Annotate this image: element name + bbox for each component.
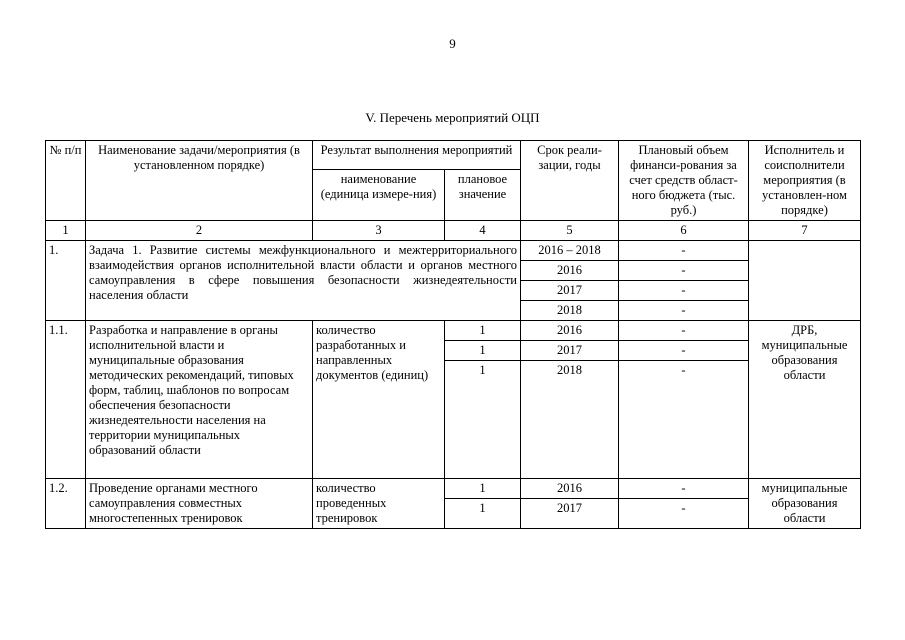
task-num: 1.: [46, 241, 86, 321]
item-year: 2016: [521, 479, 619, 499]
task-year: 2016: [521, 261, 619, 281]
item-num: 1.2.: [46, 479, 86, 529]
header-period: Срок реали-зации, годы: [521, 141, 619, 221]
column-number: 7: [749, 221, 861, 241]
item-executor: ДРБ, муниципальные образования области: [749, 321, 861, 479]
task-executor: [749, 241, 861, 321]
item-finance: -: [619, 479, 749, 499]
section-title: V. Перечень мероприятий ОЦП: [365, 110, 540, 125]
task-finance: -: [619, 281, 749, 301]
item-num: 1.1.: [46, 321, 86, 479]
item-result-name: количество проведенных тренировок: [313, 479, 445, 529]
header-num: № п/п: [46, 141, 86, 221]
item-year: 2016: [521, 321, 619, 341]
column-number: 6: [619, 221, 749, 241]
header-result-plan: плановое значение: [445, 170, 521, 221]
task-year: 2018: [521, 301, 619, 321]
activities-table: [45, 140, 861, 529]
item-finance: -: [619, 321, 749, 341]
item-result-name: количество разработанных и направленных документов (единиц): [313, 321, 445, 479]
header-result: Результат выполнения мероприятий: [313, 141, 521, 170]
header-finance: Плановый объем финанси-рования за счет средств област-ного бюджета (тыс. руб.): [619, 141, 749, 221]
item-year: 2017: [521, 499, 619, 529]
item-plan: 1: [445, 499, 521, 529]
header-result-name: наименование (единица измере-ния): [313, 170, 445, 221]
column-number: 2: [86, 221, 313, 241]
task-row: [46, 241, 861, 261]
item-row: [46, 479, 861, 499]
item-executor: муниципальные образования области: [749, 479, 861, 529]
item-plan: 1: [445, 321, 521, 341]
item-plan: 1: [445, 479, 521, 499]
column-number: 4: [445, 221, 521, 241]
item-row: [46, 321, 861, 341]
column-number: 5: [521, 221, 619, 241]
task-finance: -: [619, 241, 749, 261]
header-name: Наименование задачи/мероприятия (в установленном порядке): [86, 141, 313, 221]
task-year: 2017: [521, 281, 619, 301]
item-plan: 1: [445, 341, 521, 361]
item-year: 2018: [521, 361, 619, 479]
header-row: [46, 141, 861, 170]
task-year: 2016 – 2018: [521, 241, 619, 261]
item-name: Проведение органами местного самоуправления совместных многостепенных тренировок: [86, 479, 313, 529]
item-plan: 1: [445, 361, 521, 479]
task-finance: -: [619, 301, 749, 321]
item-finance: -: [619, 361, 749, 479]
item-name: Разработка и направление в органы исполнительной власти и муниципальные образования методических рекомендаций, типовых форм, таблиц, шаблонов по вопросам обеспечения безопасности жизнедеятельности населения на территории муниципальных образований области: [86, 321, 313, 479]
item-finance: -: [619, 341, 749, 361]
page-number: 9: [449, 36, 456, 51]
column-number: 3: [313, 221, 445, 241]
task-finance: -: [619, 261, 749, 281]
task-text: Задача 1. Развитие системы межфункционального и межтерриториального взаимодействия органов исполнительной власти области и органов местного самоуправления в сфере повышения безопасности жизнедеятельности населения области: [86, 241, 521, 321]
header-executor: Исполнитель и соисполнители мероприятия (в установлен-ном порядке): [749, 141, 861, 221]
item-finance: -: [619, 499, 749, 529]
column-numbers-row: [46, 221, 861, 241]
item-year: 2017: [521, 341, 619, 361]
column-number: 1: [46, 221, 86, 241]
